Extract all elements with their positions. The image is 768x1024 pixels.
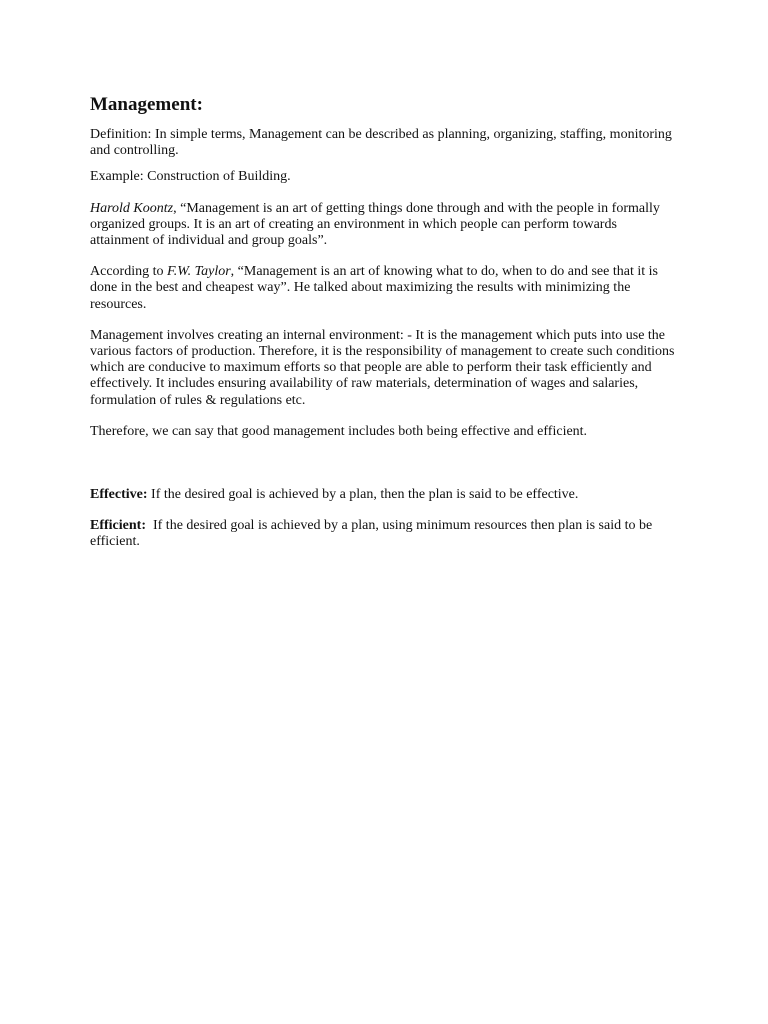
example-paragraph (90, 169, 678, 185)
definition-paragraph (90, 127, 678, 159)
taylor-quote-text: , “Management is an art of knowing what to do, when to do and see that it is done in the best and cheapest way”. He talked about maximizing the results with minimizing the resources. (90, 264, 658, 312)
efficient-definition-text: If the desired goal is achieved by a plan, using minimum resources then plan is said to be efficient. (90, 518, 656, 550)
efficient-term: Efficient: (90, 518, 146, 534)
effective-definition-paragraph (90, 487, 678, 503)
koontz-quote-text: , “Management is an art of getting things done through and with the people in formally organized groups. It is an art of creating an environment in which people can perform towards attainment of individual and group goals”. (90, 200, 660, 249)
internal-environment-paragraph (90, 328, 678, 409)
taylor-quote-paragraph (90, 264, 678, 313)
internal-environment-text: Management involves creating an internal environment: - It is the management which puts into use the various factors of production. Therefore, it is the responsibility of management to create such conditions which are conducive to maximum efforts so that people are able to perform their task efficiently and effectively. It includes ensuring availability of raw materials, determination of wages and salaries, formulation of rules & regulations etc. (90, 327, 675, 408)
effective-term: Effective: (90, 487, 148, 503)
page-title: Management: (90, 94, 203, 115)
document-body (90, 93, 678, 561)
taylor-author: F.W. Taylor (166, 264, 231, 280)
effective-definition-text: If the desired goal is achieved by a plan, then the plan is said to be effective. (147, 487, 579, 503)
efficient-definition-paragraph (90, 518, 678, 550)
conclusion-paragraph (90, 424, 678, 440)
definition-label: Definition: (90, 127, 152, 142)
example-text: Example: Construction of Building. (90, 169, 291, 185)
koontz-author: Harold Koontz (90, 200, 174, 216)
koontz-quote-paragraph (90, 201, 678, 250)
conclusion-text: Therefore, we can say that good management includes both being effective and efficient. (90, 423, 588, 439)
section-spacer (90, 450, 678, 487)
definition-text: In simple terms, Management can be described as planning, organizing, staffing, monitoring and controlling. (90, 127, 672, 159)
taylor-prefix: According to (90, 264, 167, 280)
